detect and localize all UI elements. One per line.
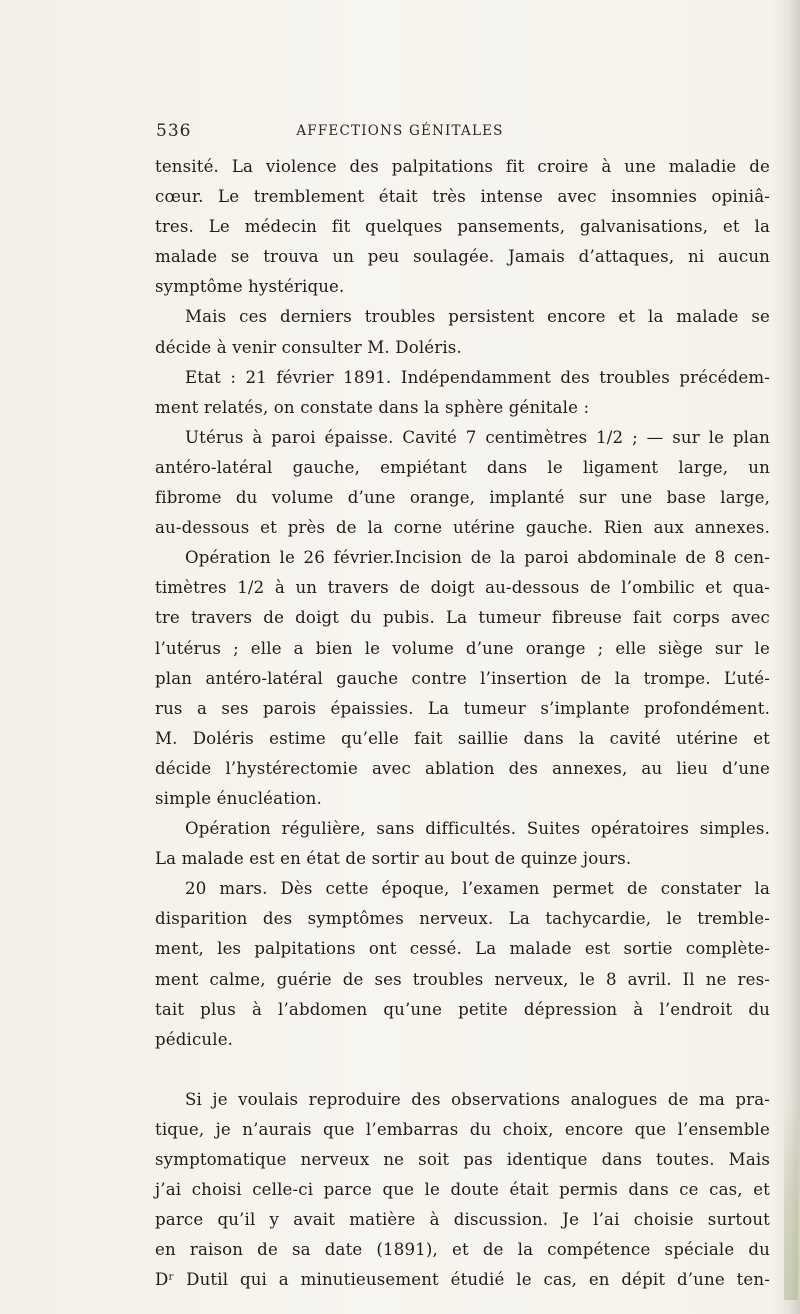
- page-number: 536: [156, 121, 192, 141]
- paragraph: [155, 423, 770, 543]
- text-line: Mais ces derniers troubles persistent encore et la malade se: [185, 307, 770, 327]
- paper-stain: [784, 1100, 798, 1300]
- text-line: pédicule.: [155, 1029, 234, 1049]
- paragraph: [155, 543, 770, 814]
- text-line: timètres 1/2 à un travers de doigt au-dessous de l’ombilic et qua-: [155, 578, 770, 598]
- text-line: Opération régulière, sans difficultés. Suites opératoires simples.: [185, 819, 770, 839]
- text-line: symptôme hystérique.: [155, 277, 345, 297]
- text-line: fibrome du volume d’une orange, implanté sur une base large,: [155, 488, 770, 508]
- text-line: ment calme, guérie de ses troubles nerveux, le 8 avril. Il ne res-: [155, 969, 770, 989]
- paragraph: [155, 363, 770, 423]
- text-line: tait plus à l’abdomen qu’une petite dépression à l’endroit du: [155, 999, 770, 1019]
- text-line: plan antéro-latéral gauche contre l’insertion de la trompe. L’uté-: [155, 668, 770, 688]
- text-line: ment, les palpitations ont cessé. La malade est sortie complète-: [155, 939, 770, 959]
- text-line: tre travers de doigt du pubis. La tumeur fibreuse fait corps avec: [155, 608, 770, 628]
- text-line: 20 mars. Dès cette époque, l’examen permet de constater la: [185, 879, 770, 899]
- paragraph: [155, 874, 770, 1055]
- text-line: Dʳ Dutil qui a minutieusement étudié le cas, en dépit d’une ten-: [155, 1270, 770, 1290]
- text-line: symptomatique nerveux ne soit pas identique dans toutes. Mais: [155, 1150, 770, 1169]
- text-line: La malade est en état de sortir au bout de quinze jours.: [155, 849, 632, 869]
- running-title: AFFECTIONS GÉNITALES: [296, 123, 504, 139]
- page-header: [0, 115, 800, 145]
- text-line: simple énucléation.: [155, 788, 322, 808]
- text-line: M. Doléris estime qu’elle fait saillie dans la cavité utérine et: [155, 728, 770, 748]
- text-line: décide l’hystérectomie avec ablation des annexes, au lieu d’une: [155, 758, 770, 778]
- paragraph: [155, 1085, 770, 1296]
- text-line: disparition des symptômes nerveux. La tachycardie, le tremble-: [155, 909, 770, 929]
- text-line: Utérus à paroi épaisse. Cavité 7 centimètres 1/2 ; — sur le plan: [185, 427, 770, 447]
- paragraph: [155, 302, 770, 362]
- text-line: tique, je n’aurais que l’embarras du choix, encore que l’ensemble: [155, 1119, 770, 1139]
- paragraph-gap: [155, 1055, 770, 1085]
- text-line: j’ai choisi celle-ci parce que le doute était permis dans ce cas, et: [155, 1180, 770, 1200]
- text-line: tensité. La violence des palpitations fit croire à une maladie de: [155, 157, 770, 176]
- text-line: cœur. Le tremblement était très intense avec insomnies opiniâ-: [155, 187, 770, 207]
- text-line: Si je voulais reproduire des observations analogues de ma pra-: [185, 1089, 770, 1109]
- text-line: malade se trouva un peu soulagée. Jamais d’attaques, ni aucun: [155, 247, 770, 267]
- text-line: parce qu’il y avait matière à discussion. Je l’ai choisie surtout: [155, 1210, 770, 1230]
- text-line: en raison de sa date (1891), et de la compétence spéciale du: [155, 1240, 770, 1260]
- body-text: [155, 152, 770, 1295]
- text-line: l’utérus ; elle a bien le volume d’une orange ; elle siège sur le: [155, 638, 770, 658]
- text-line: tres. Le médecin fit quelques pansements, galvanisations, et la: [155, 217, 770, 237]
- text-line: décide à venir consulter M. Doléris.: [155, 337, 462, 357]
- text-line: antéro-latéral gauche, empiétant dans le ligament large, un: [155, 457, 770, 477]
- paragraph: [155, 152, 770, 302]
- text-line: ment relatés, on constate dans la sphère génitale :: [155, 397, 590, 417]
- text-line: Opération le 26 février.Incision de la paroi abdominale de 8 cen-: [185, 548, 770, 568]
- text-line: rus a ses parois épaissies. La tumeur s’implante profondément.: [155, 698, 770, 718]
- paragraph: [155, 814, 770, 874]
- text-line: au-dessous et près de la corne utérine gauche. Rien aux annexes.: [155, 518, 770, 538]
- text-line: Etat : 21 février 1891. Indépendamment des troubles précédem-: [185, 367, 770, 387]
